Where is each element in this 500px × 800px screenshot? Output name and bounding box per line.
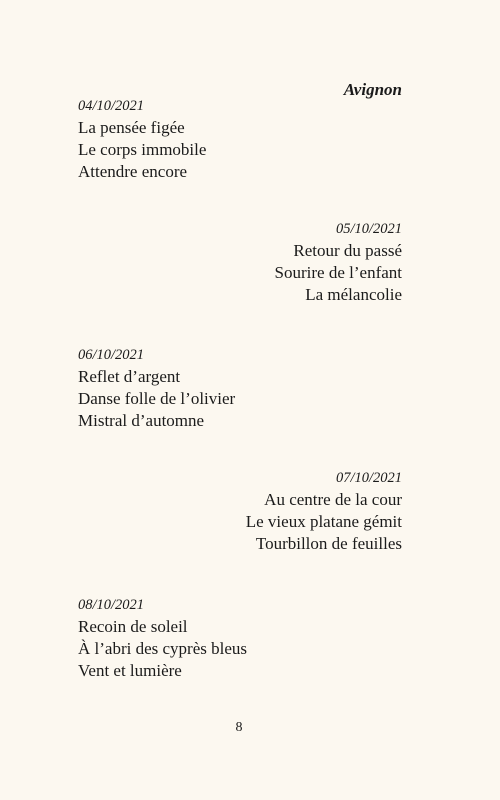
poem-line: Tourbillon de feuilles: [255, 534, 402, 553]
poem-line: Sourire de l’enfant: [274, 263, 402, 282]
haiku-06-10-2021: [78, 347, 408, 432]
page-number: 8: [235, 720, 243, 735]
poem-date: 08/10/2021: [78, 597, 145, 613]
haiku-05-10-2021: [72, 221, 402, 306]
poem-line: Danse folle de l’olivier: [78, 389, 236, 408]
poem-date: 06/10/2021: [78, 347, 145, 363]
poem-line: À l’abri des cyprès bleus: [78, 639, 248, 658]
poem-line: Mistral d’automne: [78, 411, 205, 430]
poem-line: Attendre encore: [78, 162, 188, 181]
haiku-08-10-2021: [78, 597, 408, 682]
poem-line: Recoin de soleil: [78, 617, 188, 636]
poem-line: La pensée figée: [78, 118, 185, 137]
poem-date: 04/10/2021: [78, 98, 145, 114]
poem-line: Reflet d’argent: [78, 367, 181, 386]
poem-line: Au centre de la cour: [264, 490, 402, 509]
poem-date: 05/10/2021: [335, 221, 402, 237]
haiku-07-10-2021: [72, 470, 402, 555]
poem-line: La mélancolie: [305, 285, 402, 304]
poem-line: Retour du passé: [293, 241, 402, 260]
place-heading: Avignon: [343, 80, 402, 99]
poem-line: Le vieux platane gémit: [245, 512, 402, 531]
poem-line: Vent et lumière: [78, 661, 182, 680]
poem-line: Le corps immobile: [78, 140, 207, 159]
poem-date: 07/10/2021: [335, 470, 402, 486]
haiku-04-10-2021: [78, 98, 408, 183]
